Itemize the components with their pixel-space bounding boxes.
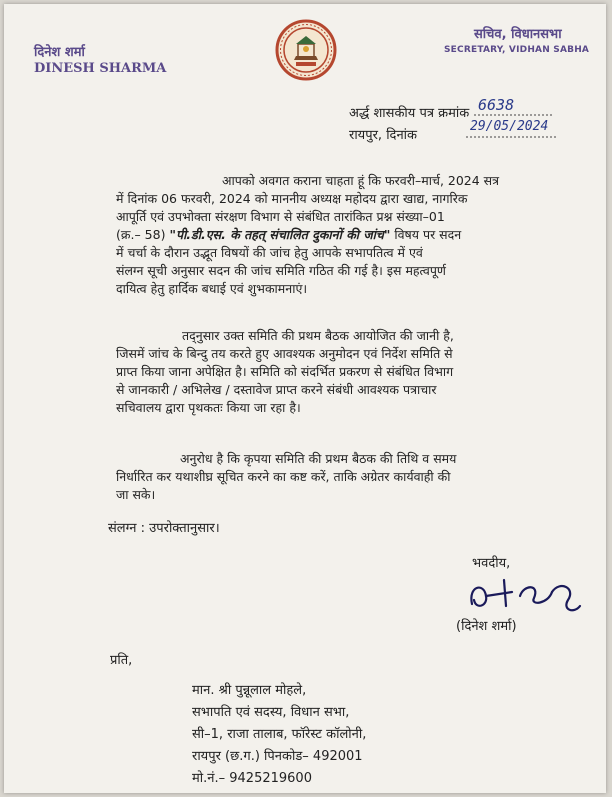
recipient-phone: मो.नं.– 9425219600 bbox=[192, 771, 312, 786]
para1-line: आपूर्ति एवं उपभोक्ता संरक्षण विभाग से संबंधित तारांकित प्रश्न संख्या–01 bbox=[116, 209, 445, 224]
para1-line: आपको अवगत कराना चाहता हूं कि फरवरी–मार्च, 2024 सत्र bbox=[222, 173, 500, 188]
para1-line bbox=[116, 226, 461, 244]
handwritten-signature bbox=[464, 566, 584, 622]
recipient-address-line: मान. श्री पुन्नूलाल मोहले, bbox=[192, 683, 307, 698]
to-label: प्रति, bbox=[110, 653, 133, 668]
vidhan-sabha-emblem-icon bbox=[274, 18, 338, 82]
para3-line: जा सके। bbox=[116, 487, 156, 502]
para3-line: अनुरोध है कि कृपया समिति की प्रथम बैठक की तिथि व समय bbox=[180, 451, 457, 466]
letter-sheet bbox=[4, 4, 606, 793]
para1-line: दायित्व हेतु हार्दिक बधाई एवं शुभकामनाएं। bbox=[116, 281, 308, 296]
para2-line: सचिवालय द्वारा पृथकतः किया जा रहा है। bbox=[116, 400, 301, 415]
sender-name-english: DINESH SHARMA bbox=[34, 61, 167, 76]
enclosure-note: संलग्न : उपरोक्तानुसार। bbox=[108, 521, 220, 536]
para3-line: निर्धारित कर यथाशीघ्र सूचित करने का कष्ट करें, ताकि अग्रेतर कार्यवाही की bbox=[116, 469, 451, 484]
para2-line: तद्नुसार उक्त समिति की प्रथम बैठक आयोजित की जानी है, bbox=[182, 328, 454, 343]
letter-number-underline bbox=[474, 113, 554, 117]
subject-highlight: "पी.डी.एस. के तहत् संचालित दुकानों की जांच" bbox=[169, 227, 391, 242]
date-underline bbox=[466, 135, 558, 139]
para2-line: प्राप्त किया जाना अपेक्षित है। समिति को संदर्भित प्रकरण से संबंधित विभाग bbox=[116, 364, 454, 379]
sender-designation-hindi: सचिव, विधानसभा bbox=[474, 27, 562, 42]
para1-line: संलग्न सूची अनुसार सदन की जांच समिति गठित की गई है। इस महत्वपूर्ण bbox=[116, 263, 446, 278]
para1-line4-suffix: विषय पर सदन bbox=[394, 227, 462, 242]
letter-number-value: 6638 bbox=[478, 96, 515, 114]
recipient-address-line: रायपुर (छ.ग.) पिनकोड– 492001 bbox=[192, 749, 363, 764]
recipient-address-line: सभापति एवं सदस्य, विधान सभा, bbox=[192, 705, 350, 720]
sender-name-hindi: दिनेश शर्मा bbox=[34, 45, 85, 60]
valediction: भवदीय, bbox=[472, 556, 511, 571]
date-label: रायपुर, दिनांक bbox=[349, 128, 418, 143]
signatory-name: (दिनेश शर्मा) bbox=[456, 619, 517, 634]
sender-designation-english: SECRETARY, VIDHAN SABHA bbox=[444, 45, 590, 55]
question-number: (क्र.– 58) bbox=[116, 227, 166, 242]
para1-line: में चर्चा के दौरान उद्भूत विषयों की जांच हेतु आपके सभापतित्व में एवं bbox=[116, 245, 423, 260]
para1-line: में दिनांक 06 फरवरी, 2024 को माननीय अध्यक्ष महोदय द्वारा खाद्य, नागरिक bbox=[116, 191, 468, 206]
para2-line: से जानकारी / अभिलेख / दस्तावेज प्राप्त करने संबंधी आवश्यक पत्राचार bbox=[116, 382, 437, 397]
para2-line: जिसमें जांच के बिन्दु तय करते हुए आवश्यक अनुमोदन एवं निर्देश समिति से bbox=[116, 346, 453, 361]
recipient-address-line: सी–1, राजा तालाब, फॉरेस्ट कॉलोनी, bbox=[192, 727, 367, 742]
letter-number-label: अर्द्ध शासकीय पत्र क्रमांक bbox=[349, 106, 470, 121]
date-value: 29/05/2024 bbox=[470, 119, 549, 134]
